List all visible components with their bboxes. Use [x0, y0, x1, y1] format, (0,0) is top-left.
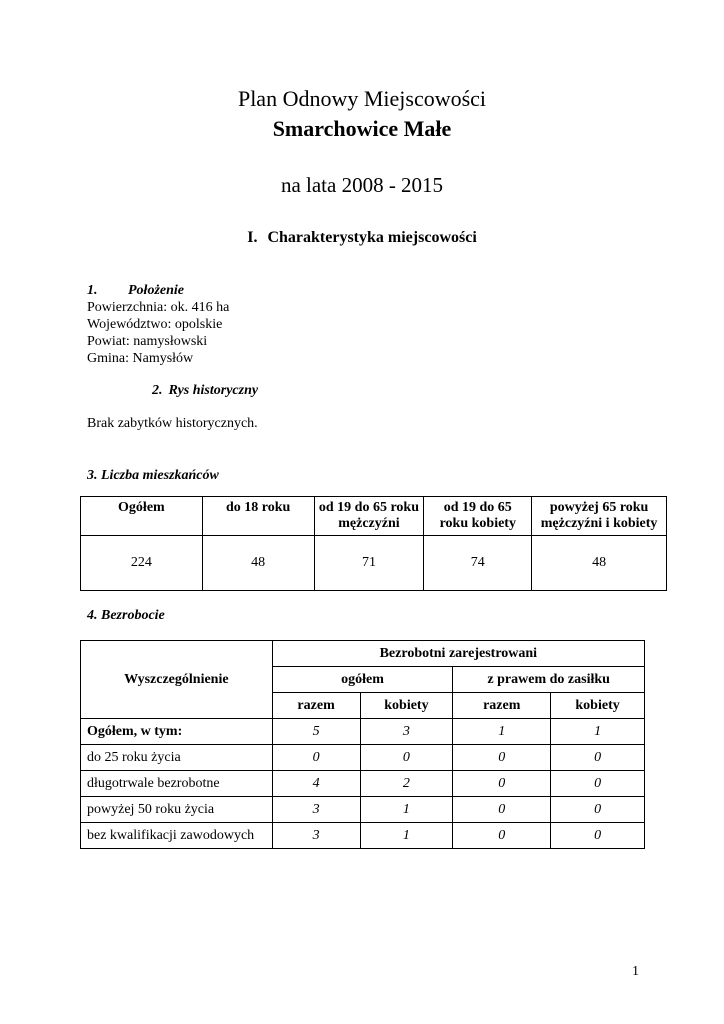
unemployment-subheader-total: ogółem: [272, 667, 453, 693]
row-label: powyżej 50 roku życia: [81, 797, 273, 823]
residents-value-women-19-65: 74: [424, 536, 532, 591]
cell-value: 2: [360, 771, 453, 797]
unemployment-leaf-benefit-women: kobiety: [551, 693, 645, 719]
location-heading-number: 1.: [87, 283, 98, 298]
cell-value: 0: [551, 823, 645, 849]
location-heading: [87, 283, 184, 299]
table-row: [81, 823, 645, 849]
row-label: długotrwale bezrobotne: [81, 771, 273, 797]
history-heading-number: 2.: [152, 383, 163, 398]
residents-value-men-19-65: 71: [314, 536, 424, 591]
location-area: Powierzchnia: ok. 416 ha: [87, 300, 230, 315]
residents-table: [80, 496, 667, 591]
cell-value: 0: [453, 823, 551, 849]
unemployment-col-label: Wyszczególnienie: [81, 641, 273, 719]
residents-value-row: [81, 536, 667, 591]
cell-value: 1: [360, 823, 453, 849]
unemployment-header-row-1: [81, 641, 645, 667]
unemployment-table: [80, 640, 645, 849]
unemployment-subheader-benefit: z prawem do zasiłku: [453, 667, 645, 693]
row-label: bez kwalifikacji zawodowych: [81, 823, 273, 849]
location-details: [87, 299, 229, 367]
residents-header-total: Ogółem: [81, 497, 203, 536]
residents-header-men-19-65: od 19 do 65 roku mężczyźni: [314, 497, 424, 536]
residents-header-over65: powyżej 65 roku mężczyźni i kobiety: [532, 497, 667, 536]
unemployment-leaf-total-all: razem: [272, 693, 360, 719]
cell-value: 0: [453, 797, 551, 823]
cell-value: 0: [453, 771, 551, 797]
cell-value: 4: [272, 771, 360, 797]
unemployment-leaf-total-women: kobiety: [360, 693, 453, 719]
residents-header-women-19-65: od 19 do 65 roku kobiety: [424, 497, 532, 536]
section-number: I.: [247, 229, 258, 246]
location-voivodeship: Województwo: opolskie: [87, 317, 223, 332]
cell-value: 3: [360, 719, 453, 745]
table-row: [81, 745, 645, 771]
history-text: Brak zabytków historycznych.: [87, 416, 258, 431]
cell-value: 3: [272, 823, 360, 849]
village-name: Smarchowice Małe: [272, 116, 452, 141]
cell-value: 3: [272, 797, 360, 823]
cell-value: 0: [272, 745, 360, 771]
cell-value: 1: [551, 719, 645, 745]
history-heading-text: Rys historyczny: [168, 383, 259, 398]
unemployment-group-header: Bezrobotni zarejestrowani: [272, 641, 644, 667]
cell-value: 1: [453, 719, 551, 745]
residents-value-over65: 48: [532, 536, 667, 591]
plan-title: Plan Odnowy Miejscowości: [237, 86, 487, 111]
location-county: Powiat: namysłowski: [87, 334, 208, 349]
cell-value: 0: [551, 771, 645, 797]
residents-value-under18: 48: [202, 536, 314, 591]
location-commune: Gmina: Namysłów: [87, 351, 194, 366]
section-heading: [0, 229, 724, 247]
page-number: 1: [632, 964, 639, 979]
location-heading-text: Położenie: [128, 283, 184, 298]
cell-value: 1: [360, 797, 453, 823]
table-row: [81, 771, 645, 797]
residents-header-row: [81, 497, 667, 536]
plan-years: na lata 2008 - 2015: [280, 173, 444, 197]
cell-value: 0: [551, 797, 645, 823]
residents-header-under18: do 18 roku: [202, 497, 314, 536]
table-row: [81, 719, 645, 745]
residents-heading: 3. Liczba mieszkańców: [87, 468, 219, 483]
table-row: [81, 797, 645, 823]
row-label: do 25 roku życia: [81, 745, 273, 771]
residents-value-total: 224: [81, 536, 203, 591]
section-title: Charakterystyka miejscowości: [267, 229, 477, 246]
unemployment-heading: 4. Bezrobocie: [87, 608, 165, 623]
cell-value: 5: [272, 719, 360, 745]
history-heading: [152, 383, 258, 399]
cell-value: 0: [360, 745, 453, 771]
cell-value: 0: [551, 745, 645, 771]
row-label: Ogółem, w tym:: [81, 719, 273, 745]
cell-value: 0: [453, 745, 551, 771]
unemployment-leaf-benefit-all: razem: [453, 693, 551, 719]
